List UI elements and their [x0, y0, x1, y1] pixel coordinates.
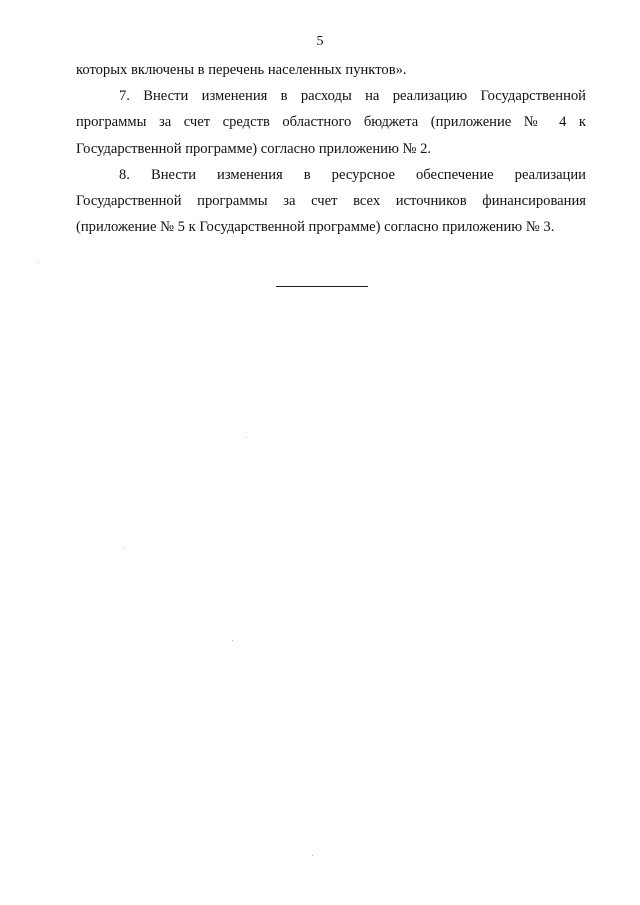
paragraph-continuation: которых включены в перечень населенных пунктов».	[76, 62, 407, 78]
paragraph-item-8: 8. Внести изменения в ресурсное обеспечение реализации Государственной программы за счет всех источников финансирования (приложение № 5 к Государственной программе) согласно приложению № 3.	[76, 166, 586, 236]
scan-speck	[38, 262, 39, 263]
scan-speck	[232, 640, 233, 641]
document-body	[76, 57, 586, 240]
scan-speck	[124, 548, 125, 549]
paragraph-item-7: 7. Внести изменения в расходы на реализацию Государственной программы за счет средств областного бюджета (приложение № 4 к Государственной программе) согласно приложению № 2.	[76, 88, 586, 157]
closing-rule	[276, 286, 368, 287]
scan-speck	[246, 437, 247, 438]
page-number: 5	[316, 34, 324, 49]
scan-speck	[312, 855, 313, 856]
